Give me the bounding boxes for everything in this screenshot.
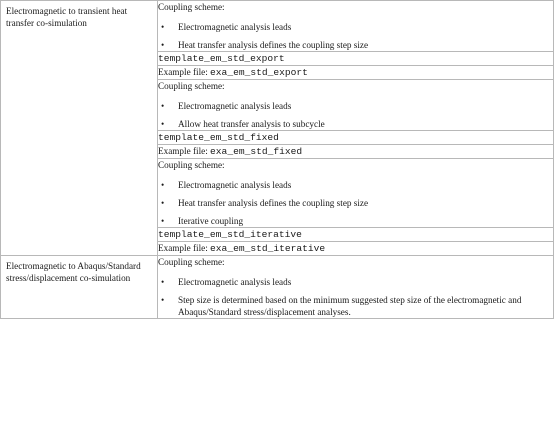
list-item: • Iterative coupling <box>161 216 244 226</box>
bullet-icon: • <box>161 101 165 111</box>
coupling-scheme-title: Coupling scheme: <box>158 81 225 91</box>
coupling-scheme-cell <box>158 1 554 52</box>
row-label-cell <box>1 256 158 319</box>
list-item: • Electromagnetic analysis leads <box>161 101 292 111</box>
coupling-scheme-title: Coupling scheme: <box>158 257 225 267</box>
coupling-scheme-cell <box>158 256 554 319</box>
template-name: template_em_std_iterative <box>158 229 302 240</box>
list-item: • Electromagnetic analysis leads <box>161 180 292 190</box>
list-item: • Electromagnetic analysis leads <box>161 22 292 32</box>
bullet-icon: • <box>161 295 165 305</box>
example-prefix: Example file: <box>158 146 211 156</box>
coupling-scheme-cell <box>158 80 554 131</box>
coupling-scheme-list <box>158 21 553 51</box>
coupling-scheme-title: Coupling scheme: <box>158 160 225 170</box>
list-item: • Electromagnetic analysis leads <box>161 277 292 287</box>
coupling-scheme-cell <box>158 159 554 228</box>
example-cell <box>158 145 554 159</box>
template-name: template_em_std_export <box>158 53 285 64</box>
example-prefix: Example file: <box>158 243 211 253</box>
table-row <box>1 1 554 52</box>
bullet-icon: • <box>161 180 165 190</box>
template-cell <box>158 131 554 145</box>
example-cell <box>158 66 554 80</box>
template-cell <box>158 52 554 66</box>
bullet-icon: • <box>161 216 165 226</box>
list-item: • Allow heat transfer analysis to subcycle <box>161 119 325 129</box>
coupling-scheme-title: Coupling scheme: <box>158 2 225 12</box>
coupling-scheme-list <box>158 100 553 130</box>
example-file-name: exa_em_std_export <box>210 67 308 78</box>
list-item: • Step size is determined based on the minimum suggested step size of the electromagnetic and Abaqus/Standard stress/displacement analyses. <box>161 295 522 317</box>
list-item: • Heat transfer analysis defines the coupling step size <box>161 198 369 208</box>
template-name: template_em_std_fixed <box>158 132 279 143</box>
bullet-icon: • <box>161 198 165 208</box>
example-file-name: exa_em_std_iterative <box>210 243 326 254</box>
template-cell <box>158 228 554 242</box>
example-prefix: Example file: <box>158 67 211 77</box>
bullet-icon: • <box>161 119 165 129</box>
bullet-icon: • <box>161 40 165 50</box>
row-label: Electromagnetic to Abaqus/Standard stress/displacement co-simulation <box>6 261 141 283</box>
coupling-scheme-list <box>158 179 553 227</box>
coupling-scheme-list <box>158 276 553 318</box>
example-file-name: exa_em_std_fixed <box>210 146 303 157</box>
row-label-cell <box>1 1 158 256</box>
bullet-icon: • <box>161 277 165 287</box>
row-label: Electromagnetic to transient heat transfer co-simulation <box>6 6 128 28</box>
list-item: • Heat transfer analysis defines the coupling step size <box>161 40 369 50</box>
table-row <box>1 256 554 319</box>
example-cell <box>158 242 554 256</box>
bullet-icon: • <box>161 22 165 32</box>
